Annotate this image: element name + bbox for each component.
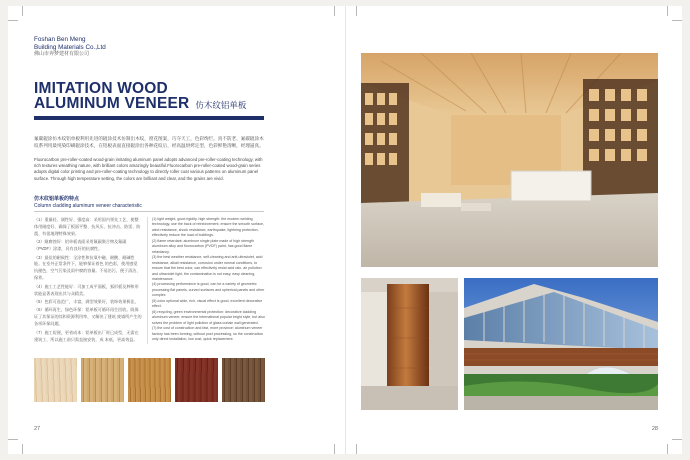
- crop-mark: [672, 439, 682, 440]
- building-exterior-photo: [464, 278, 658, 410]
- wood-column-photo: [361, 278, 458, 410]
- features-title-cn: 仿木纹铝单板的特点: [34, 196, 80, 202]
- features-rule: [34, 211, 264, 212]
- feature-en-item: (1) light weight, good rigidity, high strength: the modern welding technology, use the back of reinforcement, ensure the smooth surface, wind resistance, shock resistance, earthquake, lightning protection, effectively reduce the load of buildings.: [152, 217, 265, 238]
- title-cn: 仿木纹铝单板: [195, 100, 247, 110]
- features-list-en: [152, 217, 266, 342]
- crop-mark: [667, 444, 668, 454]
- feature-en-item: (3) the best weather resistance, self-cleaning and anti-ultraviolet, acid resistance, alkali resistance, corrosion under normal conditions, to ensure that the best color, can effectively resist acid rain, air pollution and ultraviolet light, the contamination is not easy, easy cleaning, maintenance.: [152, 255, 263, 281]
- intro-en: Fluorocarbon pre-roller-coated wood-grain imitating aluminum panel adopts advanced pre-roller-coating technology, with rich textures wreathing nature, with brilliant colors amazingly beautiful.Fluorocarbon pre-roller-coated wood-grain series adopts digital color printing and pre-roller-coating technology to directly roller coat various patterns on aluminum panel surface. Through high temperature setting, the colors are brilliant and clear, and the grains are vivid.: [34, 157, 263, 181]
- crop-mark: [334, 444, 335, 454]
- wood-swatch-walnut: [222, 358, 265, 402]
- brochure-spread: [8, 6, 682, 454]
- title-bar: [34, 116, 264, 120]
- feature-en-item: (4) processing performance is good, can be a variety of geometric processing flat panels, curved surfaces and spherical panels and other complex.: [152, 282, 265, 298]
- crop-mark: [22, 6, 23, 16]
- feature-en-item: (7) the cost of construction and fast, more province: aluminum veneer factory has been forming, without post processing, so the construction only direct installation, low cost, quick replacement.: [152, 326, 264, 341]
- column-divider: [147, 217, 148, 344]
- feature-cn-item: （4）施工工艺性能好：可加工成平面板，弧形板及种和形状能显著表现出其与众精美。: [34, 283, 139, 296]
- crop-mark: [672, 20, 682, 21]
- features-heading: [34, 196, 142, 209]
- company-block: [34, 36, 106, 59]
- crop-mark: [667, 6, 668, 16]
- crop-mark: [8, 439, 18, 440]
- page-number-right: 28: [651, 426, 658, 432]
- intro-cn: 氟碳辊涂仿木纹铝单板利用先进的辊涂技术仿制出木纹，窗花图案，巧夺天工，色彩绚烂。真不防老、氟碳辊涂木纹系列用最纯染印刷辊涂技术，在铝板表面直接辊涂出各种花纹后，经高温烘烤定型，色彩鲜艳清晰，经理逼真。: [34, 136, 264, 149]
- crop-mark: [334, 6, 335, 16]
- title-line1: IMITATION WOOD: [34, 80, 168, 97]
- company-name-cn: 佛山市奔梦建材有限公司: [34, 51, 90, 58]
- page-title: [34, 81, 246, 113]
- feature-cn-item: （3）最佳的耐候性：全涂性和抗氧中磁、耐酸、耐碱性能。在室外正常条件下，能够保证着色 的色彩，使用感觉 抗褪色，空气污染及雨中腐的容量。不易治污，便于清洁、保养。: [34, 254, 141, 281]
- lobby-illustration: [361, 53, 658, 267]
- crop-mark: [356, 6, 357, 16]
- company-name-line2: Building Materials Co.,Ltd: [34, 43, 106, 51]
- company-name-line1: Foshan Ben Meng: [34, 36, 86, 43]
- feature-cn-item: （7）施工短便，更省成本：铝单板出厂时已成型，无需在建筑工、所以施工前只需直接安装，成 本低，更高效益。: [34, 329, 139, 342]
- wood-swatch-light: [34, 358, 77, 402]
- feature-cn-item: （1）重量轻、刚性好、强度高：采用国内领先工艺，使整体用刚度好、确保了板面平整、抗风压、抗冲击、防雷、防震、有很地理特殊效果。: [34, 217, 141, 236]
- wood-veneer-lobby-photo: [361, 53, 658, 267]
- crop-mark: [356, 444, 357, 454]
- feature-cn-item: （2）耐腐蚀好：铝单板表面采用氟碳聚合物及氟碳（PVDF）涂漆，具有良好的抗腐性。: [34, 239, 127, 252]
- feature-en-item: (6) recycling, green environmental protection: decorative cladding aluminum veneer, ensure the international popular bright style, but also solves the problem of light pollution of glass curtain wall generated.: [152, 309, 265, 325]
- page-number-left: 27: [34, 426, 41, 432]
- column-illustration: [361, 278, 458, 410]
- wood-swatch-amber: [128, 358, 171, 402]
- crop-mark: [8, 20, 18, 21]
- title-line2: ALUMINUM VENEER: [34, 95, 190, 112]
- wood-swatch-mahogany: [175, 358, 218, 402]
- features-title-en: Column cladding aluminum veneer characteristic: [34, 202, 142, 209]
- wood-swatch-honey: [81, 358, 124, 402]
- feature-en-item: (5) color optional wide, rich, visual effect is good, excellent decorative effect.: [152, 298, 263, 309]
- page-gutter: [345, 6, 346, 454]
- feature-cn-item: （5）色彩可选范广，丰富，满型效果好，装饰效果极佳，: [34, 298, 139, 304]
- crop-mark: [22, 444, 23, 454]
- feature-cn-item: （6）循环再生，绿色环保：铝单板可循环再生回收。既保证了其保证的综和资源利用率，又解决了建筑 废墙所产生的各项环保问题。: [34, 307, 142, 327]
- building-illustration: [464, 278, 658, 410]
- features-list-cn: [34, 217, 142, 345]
- feature-en-item: (2) flame retardant: aluminum single plate made of high strength aluminum alloy and fluorocarbon (PVDF) paint, has good flame retardancy.: [152, 238, 255, 254]
